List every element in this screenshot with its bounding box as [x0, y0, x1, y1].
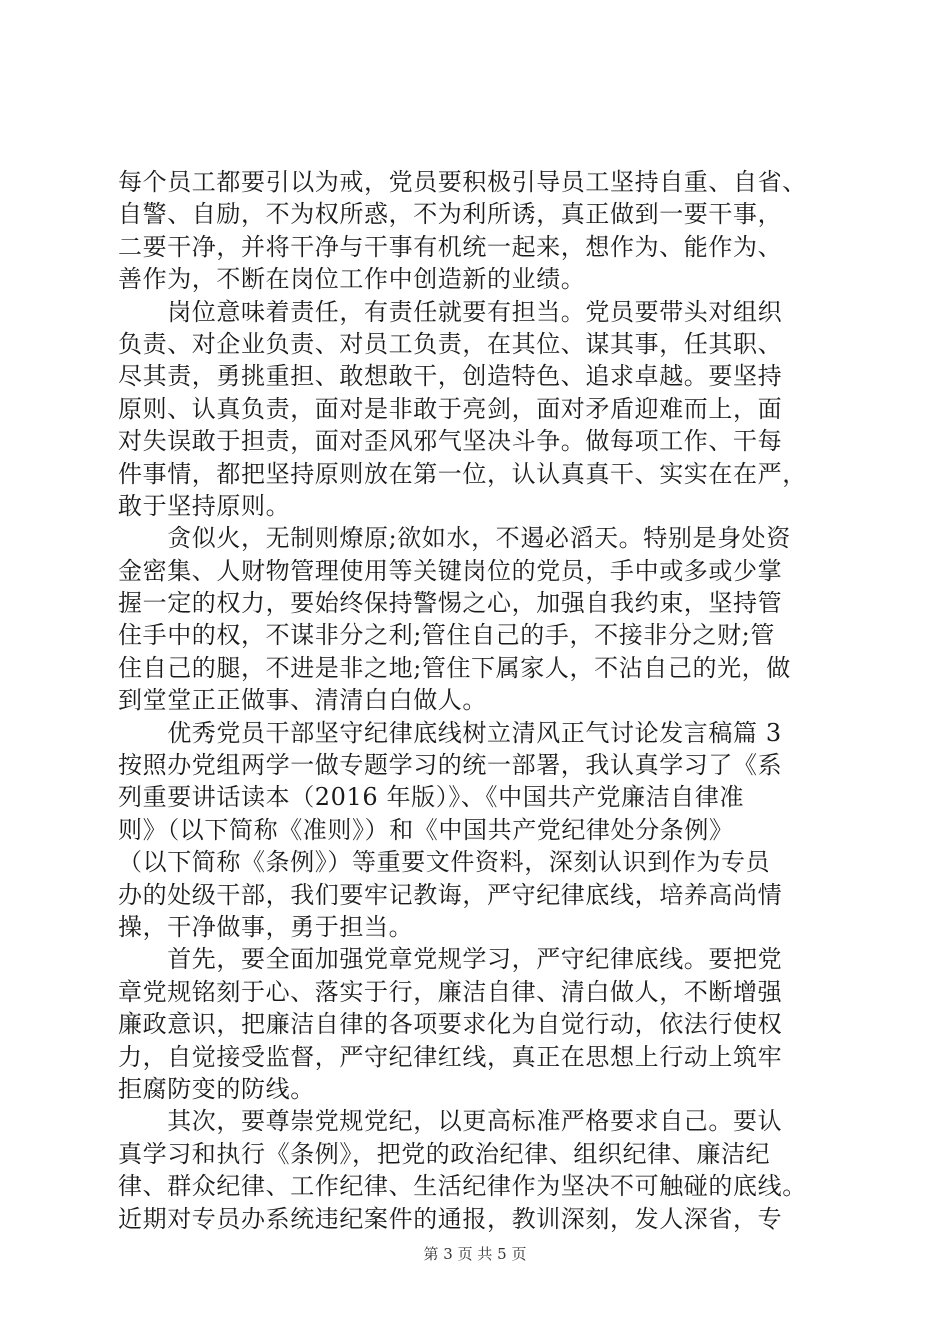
text-line: 廉政意识，把廉洁自律的各项要求化为自觉行动，依法行使权	[118, 1010, 783, 1039]
text-line: 住自己的腿，不进是非之地;管住下属家人，不沾自己的光，做	[118, 653, 791, 682]
text-line: 律、群众纪律、工作纪律、生活纪律作为坚决不可触碰的底线。	[118, 1172, 807, 1201]
text-line: 首先，要全面加强党章党规学习，严守纪律底线。要把党	[118, 945, 783, 974]
text-line: 章党规铭刻于心、落实于行，廉洁自律、清白做人，不断增强	[118, 977, 783, 1006]
text-line: 住手中的权，不谋非分之利;管住自己的手，不接非分之财;管	[118, 621, 775, 650]
text-line: 自警、自励，不为权所惑，不为利所诱，真正做到一要干事，	[118, 200, 783, 229]
text-line: 到堂堂正正做事、清清白白做人。	[118, 686, 487, 715]
text-line: 金密集、人财物管理使用等关键岗位的党员，手中或多或少掌	[118, 556, 783, 585]
text-line: 善作为，不断在岗位工作中创造新的业绩。	[118, 265, 586, 294]
text-line: 握一定的权力，要始终保持警惕之心，加强自我约束，坚持管	[118, 589, 783, 618]
text-line: 岗位意味着责任，有责任就要有担当。党员要带头对组织	[118, 297, 783, 326]
text-line: 其次，要尊崇党规党纪，以更高标准严格要求自己。要认	[118, 1107, 783, 1136]
text-line: 近期对专员办系统违纪案件的通报，教训深刻，发人深省，专	[118, 1204, 783, 1233]
text-line: 贪似火，无制则燎原;欲如水，不遏必滔天。特别是身处资	[118, 524, 791, 553]
text-line: 每个员工都要引以为戒，党员要积极引导员工坚持自重、自省、	[118, 168, 807, 196]
text-line: 办的处级干部，我们要牢记教诲，严守纪律底线，培养高尚情	[118, 880, 783, 909]
text-line: 按照办党组两学一做专题学习的统一部署，我认真学习了《系	[118, 751, 783, 780]
text-line: 真学习和执行《条例》，把党的政治纪律、组织纪律、廉洁纪	[118, 1139, 771, 1168]
text-line: 拒腐防变的防线。	[118, 1074, 315, 1103]
text-line: 则》（以下简称《准则》）和《中国共产党纪律处分条例》	[118, 815, 734, 844]
document-body	[118, 166, 838, 1235]
text-line: 尽其责，勇挑重担、敢想敢干，创造特色、追求卓越。要坚持	[118, 362, 783, 391]
text-line: 敢于坚持原则。	[118, 491, 291, 520]
text-line: 原则、认真负责，面对是非敢于亮剑，面对矛盾迎难而上，面	[118, 394, 783, 423]
text-line: （以下简称《条例》）等重要文件资料，深刻认识到作为专员	[118, 848, 771, 877]
text-line: 力，自觉接受监督，严守纪律红线，真正在思想上行动上筑牢	[118, 1042, 783, 1071]
text-line: 对失误敢于担责，面对歪风邪气坚决斗争。做每项工作、干每	[118, 427, 783, 456]
text-line: 列重要讲话读本（2016 年版）》、《中国共产党廉洁自律准	[118, 783, 745, 812]
page-footer: 第 3 页 共 5 页	[423, 1245, 527, 1263]
text-line: 优秀党员干部坚守纪律底线树立清风正气讨论发言稿篇 3	[118, 718, 782, 747]
text-line: 操，干净做事，勇于担当。	[118, 912, 414, 941]
text-line: 负责、对企业负责、对员工负责，在其位、谋其事，任其职、	[118, 329, 783, 358]
text-line: 件事情，都把坚持原则放在第一位，认认真真干、实实在在严，	[118, 459, 807, 488]
text-line: 二要干净，并将干净与干事有机统一起来，想作为、能作为、	[118, 232, 783, 261]
